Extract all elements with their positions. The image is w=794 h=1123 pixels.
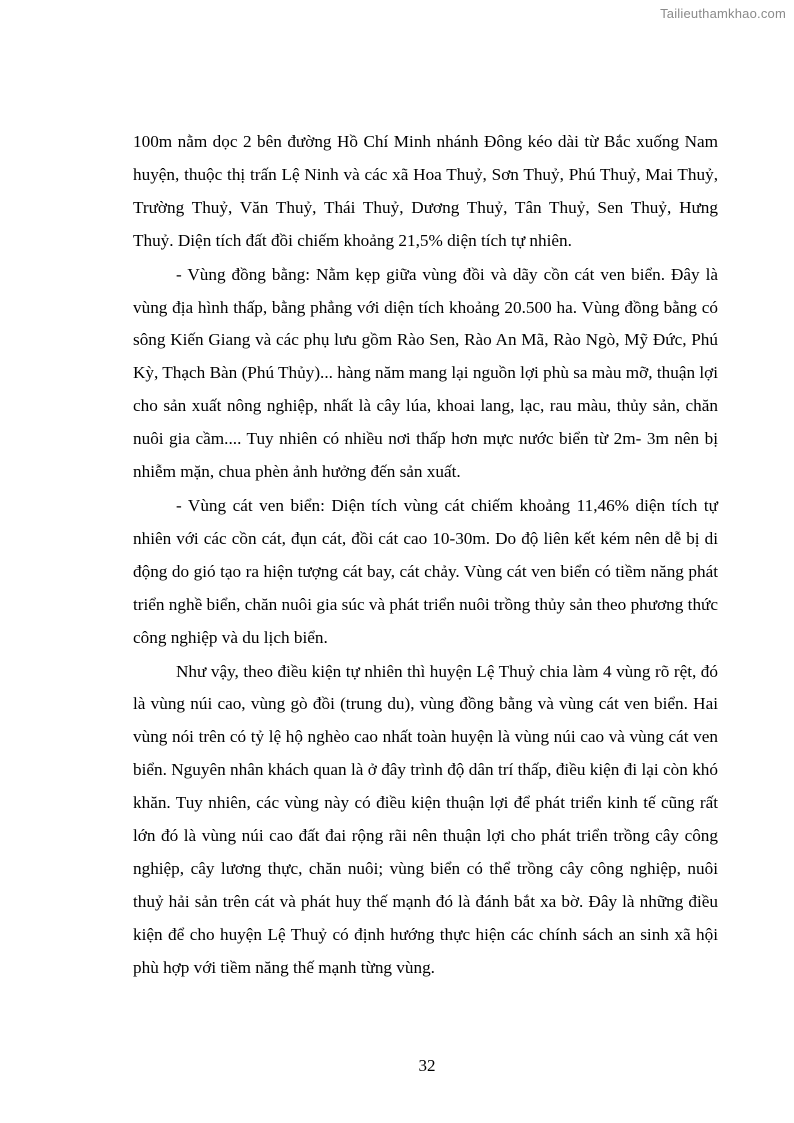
watermark-text: Tailieuthamkhao.com (660, 6, 786, 21)
paragraph-plain-area: - Vùng đồng bằng: Nằm kẹp giữa vùng đồi và dãy cồn cát ven biển. Đây là vùng địa hình thấp, bằng phẳng với diện tích khoảng 20.500 ha. Vùng đồng bằng có sông Kiến Giang và các phụ lưu gồm Rào Sen, Rào An Mã, Rào Ngò, Mỹ Đức, Phú Kỳ, Thạch Bàn (Phú Thủy)... hàng năm mang lại nguồn lợi phù sa màu mỡ, thuận lợi cho sản xuất nông nghiệp, nhất là cây lúa, khoai lang, lạc, rau màu, thủy sản, chăn nuôi gia cầm.... Tuy nhiên có nhiều nơi thấp hơn mực nước biển từ 2m- 3m nên bị nhiễm mặn, chua phèn ảnh hưởng đến sản xuất. (133, 264, 718, 482)
page-body (133, 126, 718, 985)
page-number: 32 (418, 1056, 436, 1075)
paragraph-hill-area-continued: 100m nằm dọc 2 bên đường Hồ Chí Minh nhánh Đông kéo dài từ Bắc xuống Nam huyện, thuộc thị trấn Lệ Ninh và các xã Hoa Thuỷ, Sơn Thuỷ, Phú Thuỷ, Mai Thuỷ, Trường Thuỷ, Văn Thuỷ, Thái Thuỷ, Dương Thuỷ, Tân Thuỷ, Sen Thuỷ, Hưng Thuỷ. Diện tích đất đồi chiếm khoảng 21,5% diện tích tự nhiên. (133, 132, 718, 250)
paragraph-summary: Như vậy, theo điều kiện tự nhiên thì huyện Lệ Thuỷ chia làm 4 vùng rõ rệt, đó là vùng núi cao, vùng gò đồi (trung du), vùng đồng bằng và vùng cát ven biển. Hai vùng nói trên có tỷ lệ hộ nghèo cao nhất toàn huyện là vùng núi cao và vùng cát ven biển. Nguyên nhân khách quan là ở đây trình độ dân trí thấp, điều kiện đi lại còn khó khăn. Tuy nhiên, các vùng này có điều kiện thuận lợi để phát triển kinh tế cũng rất lớn đó là vùng núi cao đất đai rộng rãi nên thuận lợi cho phát triển trồng cây công nghiệp, cây lương thực, chăn nuôi; vùng biển có thể trồng cây công nghiệp, nuôi thuỷ hải sản trên cát và phát huy thế mạnh đó là đánh bắt xa bờ. Đây là những điều kiện để cho huyện Lệ Thuỷ có định hướng thực hiện các chính sách an sinh xã hội phù hợp với tiềm năng thế mạnh từng vùng. (133, 661, 718, 977)
paragraph-coastal-sand-area: - Vùng cát ven biển: Diện tích vùng cát chiếm khoảng 11,46% diện tích tự nhiên với các cồn cát, đụn cát, đồi cát cao 10-30m. Do độ liên kết kém nên dễ bị di động do gió tạo ra hiện tượng cát bay, cát chảy. Vùng cát ven biển có tiềm năng phát triển nghề biển, chăn nuôi gia súc và phát triển nuôi trồng thủy sản theo phương thức công nghiệp và du lịch biển. (133, 495, 718, 647)
